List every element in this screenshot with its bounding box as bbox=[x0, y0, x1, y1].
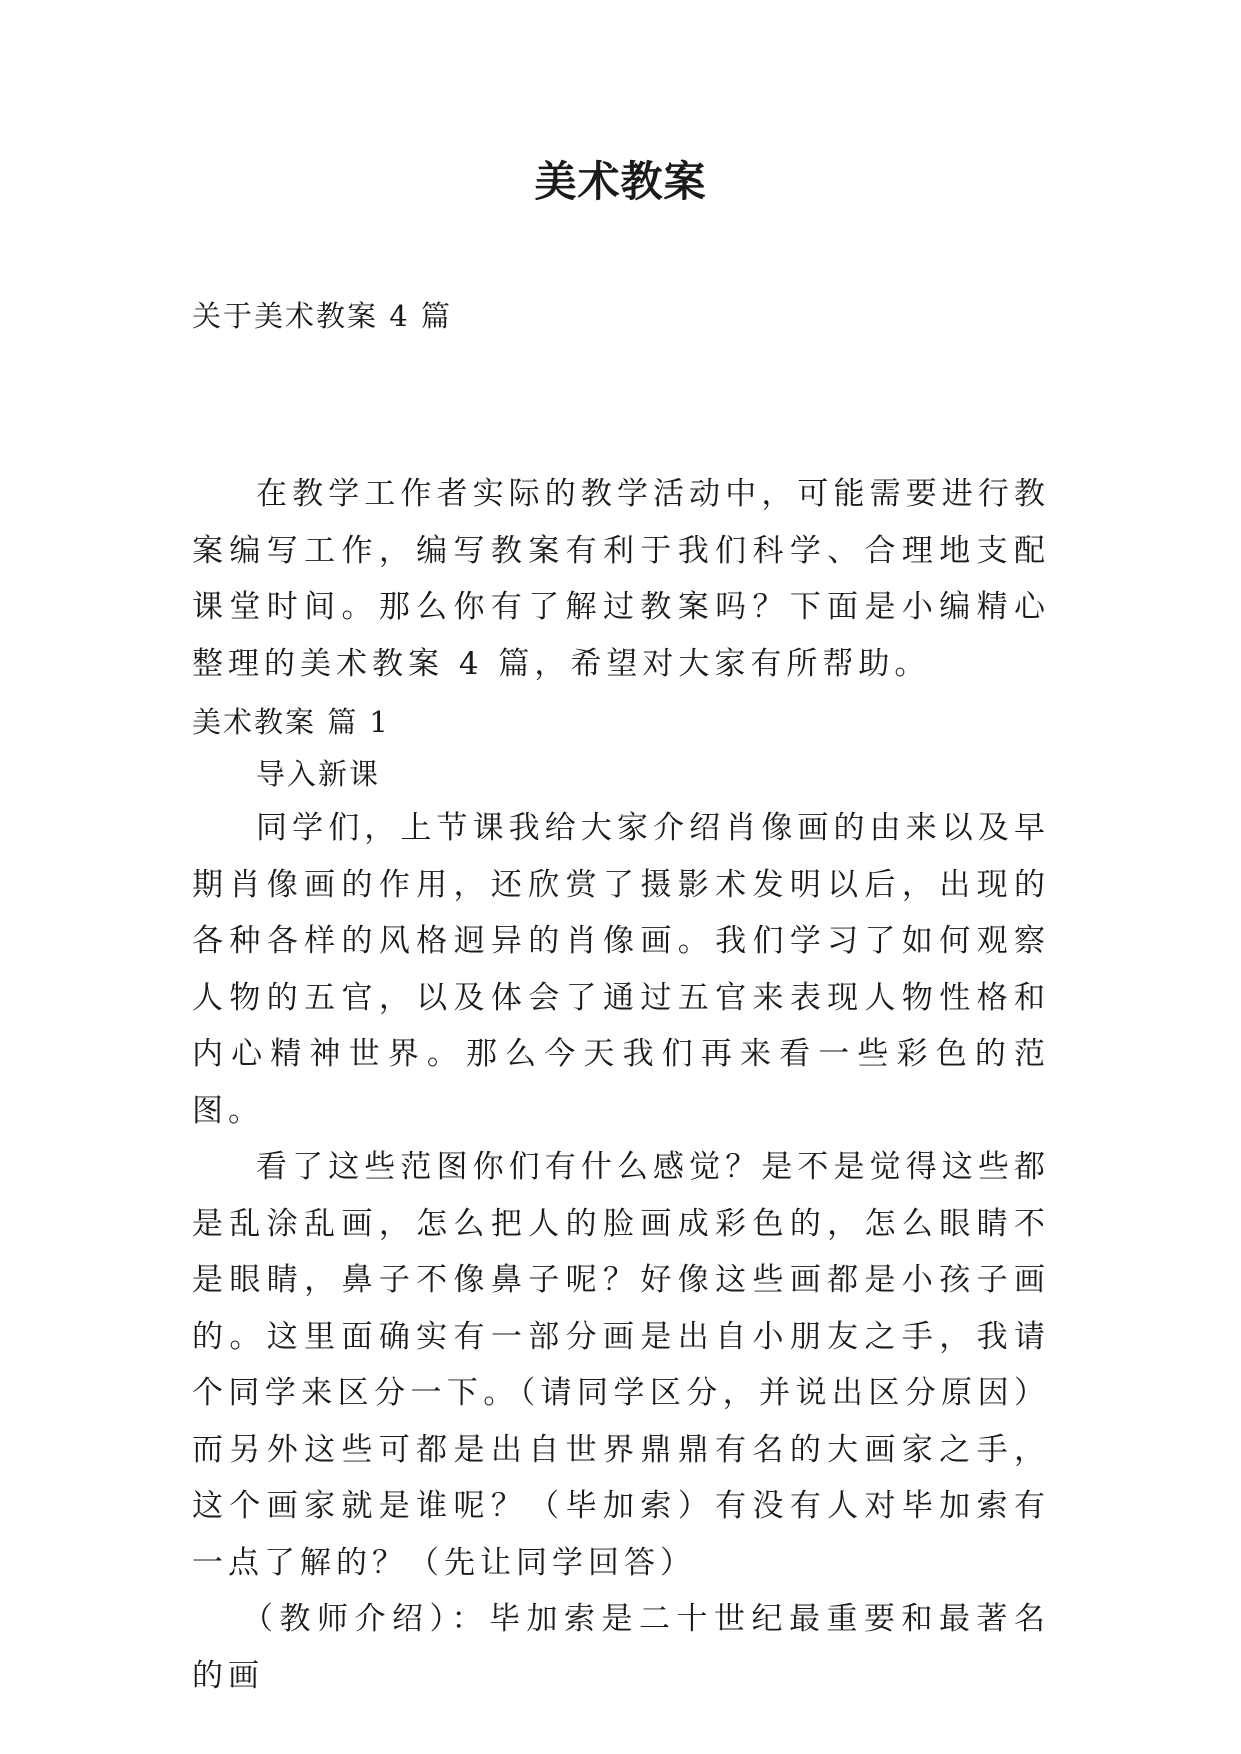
document-body bbox=[192, 466, 1050, 1704]
document-subtitle: 关于美术教案 4 篇 bbox=[192, 299, 452, 333]
body-paragraph: 看了这些范图你们有什么感觉？是不是觉得这些都是乱涂乱画，怎么把人的脸画成彩色的，怎么眼睛不是眼睛，鼻子不像鼻子呢？好像这些画都是小孩子画的。这里面确实有一部分画是出自小朋友之手，我请个同学来区分一下。（请同学区分，并说出区分原因）而另外这些可都是出自世界鼎鼎有名的大画家之手，这个画家就是谁呢？（毕加索）有没有人对毕加索有一点了解的？（先让同学回答） bbox=[192, 1149, 1050, 1581]
section-subheading: 导入新课 bbox=[256, 757, 381, 791]
intro-paragraph: 在教学工作者实际的教学活动中，可能需要进行教案编写工作，编写教案有利于我们科学、合理地支配课堂时间。那么你有了解过教案吗？下面是小编精心整理的美术教案 4 篇，希望对大家有所帮助。 bbox=[192, 476, 1050, 682]
section-heading: 美术教案 篇 1 bbox=[192, 705, 390, 739]
document-title: 美术教案 bbox=[534, 157, 707, 206]
body-paragraph: （教师介绍）：毕加索是二十世纪最重要和最著名的画 bbox=[192, 1601, 1050, 1694]
body-paragraph: 同学们，上节课我给大家介绍肖像画的由来以及早期肖像画的作用，还欣赏了摄影术发明以后，出现的各种各样的风格迥异的肖像画。我们学习了如何观察人物的五官，以及体会了通过五官来表现人物性格和内心精神世界。那么今天我们再来看一些彩色的范图。 bbox=[192, 810, 1050, 1129]
